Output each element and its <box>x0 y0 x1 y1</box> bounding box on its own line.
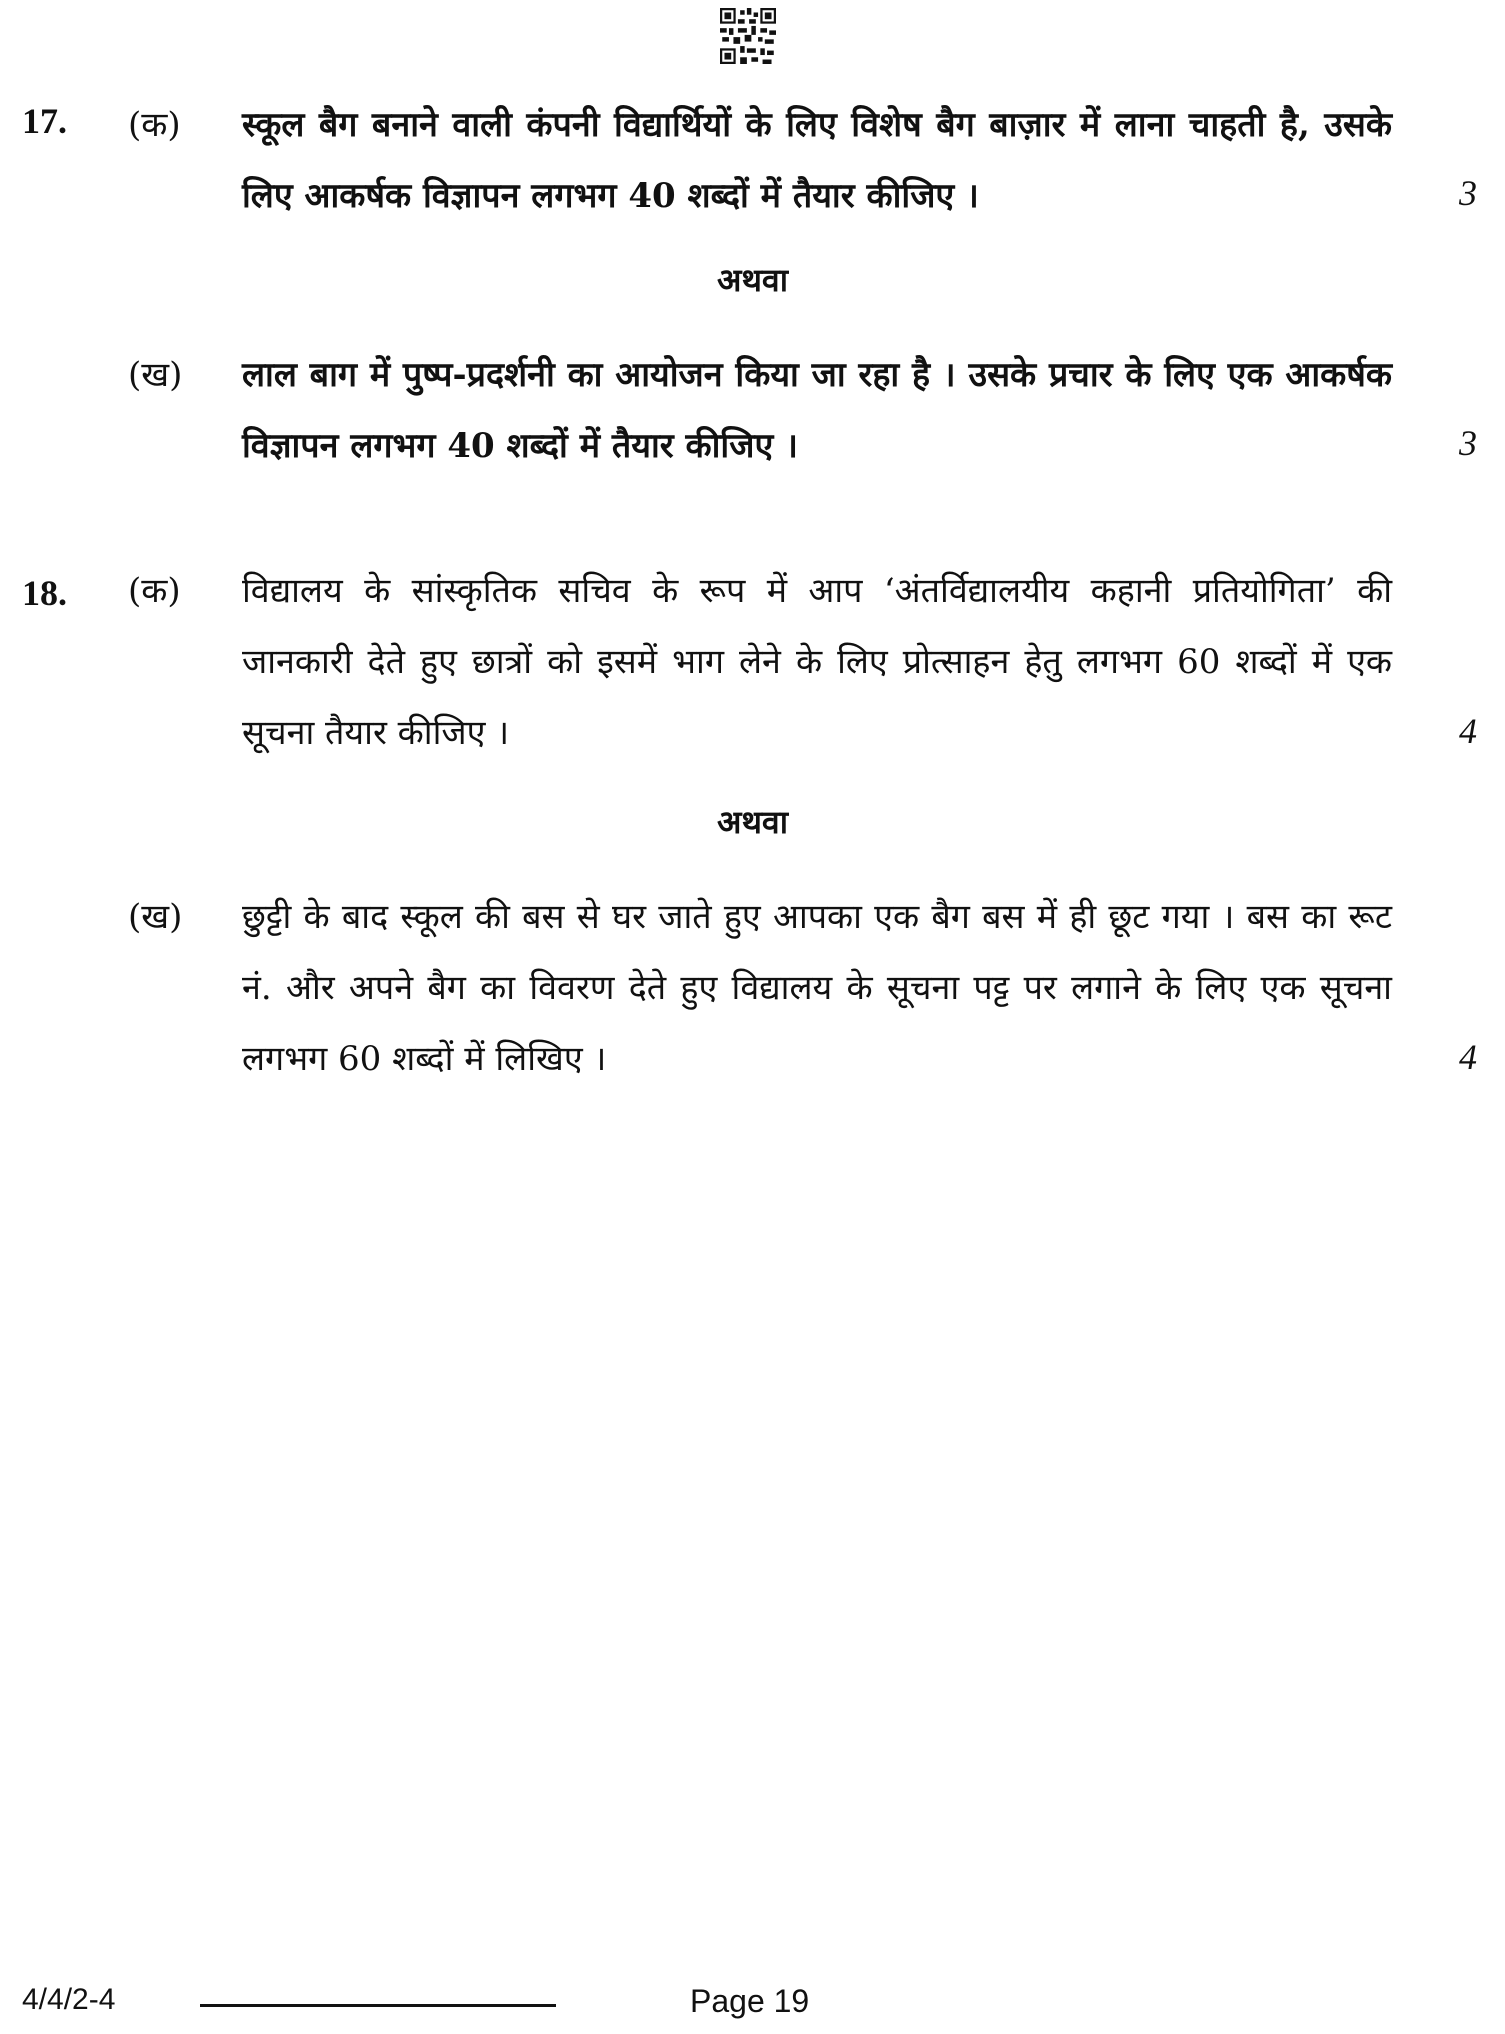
question-number: 17. <box>22 101 67 141</box>
question-text: विद्यालय के सांस्कृतिक सचिव के रूप में आप ‘अंतर्विद्यालयीय कहानी प्रतियोगिता’ की जानकारी देते हुए छात्रों को इसमें भाग लेने के लिए प्रोत्साहन हेतु लगभग 60 शब्दों में एक सूचना तैयार कीजिए । <box>242 571 1392 753</box>
part-label: (क) <box>128 571 181 611</box>
qr-code-icon <box>720 8 776 64</box>
question-text: स्कूल बैग बनाने वाली कंपनी विद्यार्थियों के लिए विशेष बैग बाज़ार में लाना चाहती है, उसके लिए आकर्षक विज्ञापन लगभग 40 शब्दों में तैयार कीजिए । <box>242 105 1392 216</box>
marks-label: 3 <box>1459 423 1477 463</box>
part-label: (ख) <box>128 897 183 937</box>
page-number: Page 19 <box>690 1983 810 2019</box>
part-label: (क) <box>128 105 181 145</box>
or-separator: अथवा <box>717 803 788 841</box>
marks-label: 4 <box>1459 711 1477 751</box>
question-number: 18. <box>22 573 67 613</box>
question-text: छुट्टी के बाद स्कूल की बस से घर जाते हुए आपका एक बैग बस में ही छूट गया । बस का रूट नं. और अपने बैग का विवरण देते हुए विद्यालय के सूचना पट्ट पर लगाने के लिए एक सूचना लगभग 60 शब्दों में लिखिए । <box>242 897 1392 1079</box>
part-label: (ख) <box>128 355 183 395</box>
question-text: लाल बाग में पुष्प-प्रदर्शनी का आयोजन किया जा रहा है । उसके प्रचार के लिए एक आकर्षक विज्ञापन लगभग 40 शब्दों में तैयार कीजिए । <box>242 355 1392 466</box>
or-separator: अथवा <box>717 261 788 299</box>
marks-label: 3 <box>1459 173 1477 213</box>
footer-divider <box>200 2004 556 2007</box>
marks-label: 4 <box>1459 1037 1477 1077</box>
paper-code: 4/4/2-4 <box>22 1983 116 2016</box>
